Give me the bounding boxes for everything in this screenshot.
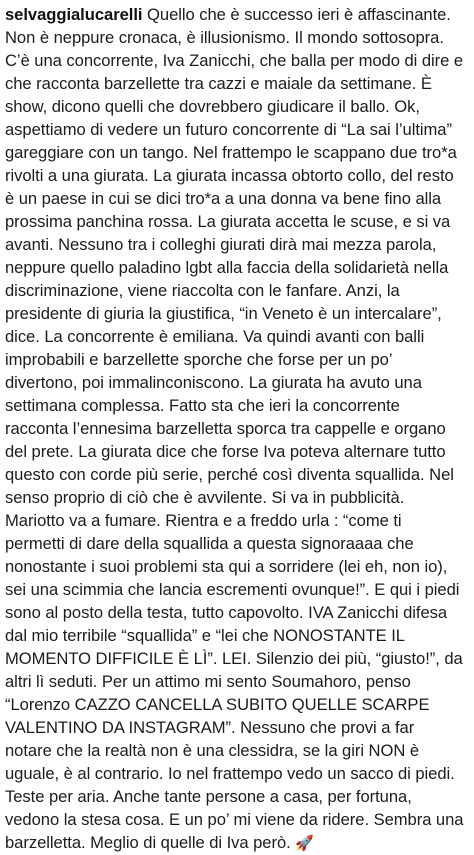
rocket-emoji: 🚀 bbox=[295, 834, 314, 852]
username-link[interactable]: selvaggialucarelli bbox=[5, 5, 143, 24]
caption-text: Quello che è successo ieri è affascinante. Non è neppure cronaca, è illusionismo. Il mondo sottosopra. C’è una concorrente, Iva Zanicchi, che balla per modo di dire e che racconta barzellette tra cazzi e maiale da settimane. È show, dicono quelli che dovrebbero giudicare il ballo. Ok, aspettiamo di vedere un futuro concorrente di “La sai l’ultima” gareggiare con un tango. Nel frattempo le scappano due tro*a rivolti a una giurata. La giurata incassa obtorto collo, del resto è un paese in cui se dici tro*a a una donna va bene fino alla prossima panchina rossa. La giurata accetta le scuse, e si va avanti. Nessuno tra i colleghi giurati dirà mai mezza parola, neppure quello paladino lgbt alla faccia della solidarietà nella discriminazione, viene riaccolta con le fanfare. Anzi, la presidente di giuria la giustifica, “in Veneto è un intercalare”, dice. La concorrente è emiliana. Va quindi avanti con balli improbabili e barzellette sporche che forse per un po’ divertono, poi immalinconiscono. La giurata ha avuto una settimana complessa. Fatto sta che ieri la concorrente racconta l’ennesima barzelletta sporca tra cappelle e organo del prete. La giurata dice che forse Iva poteva alternare tutto questo con corde più serie, perché così diventa squallida. Nel senso proprio di ciò che è avvilente. Si va in pubblicità. Mariotto va a fumare. Rientra e a freddo urla : “come ti permetti di dare della squallida a questa signoraaaa che nonostante i suoi problemi sta qui a sorridere (lei eh, non io), sei una scimmia che lancia escrementi ovunque!”. E qui i piedi sono al posto della testa, tutto capovolto. IVA Zanicchi difesa dal mio terribile “squallida” e “lei che NONOSTANTE IL MOMENTO DIFFICILE È LÌ”. LEI. Silenzio dei più, “giusto!”, da altri lì seduti. Per un attimo mi sento Soumahoro, penso “Lorenzo CAZZO CANCELLA SUBITO QUELLE SCARPE VALENTINO DA INSTAGRAM”. Nessuno che provi a far notare che la realtà non è una clessidra, se la giri NON è uguale, è al contrario. Io nel frattempo vedo un sacco di piedi. Teste per aria. Anche tante persone a casa, per fortuna, vedono la stesa cosa. E un po’ mi viene da ridere. Sembra una barzelletta. Meglio di quelle di Iva però. bbox=[5, 5, 464, 852]
